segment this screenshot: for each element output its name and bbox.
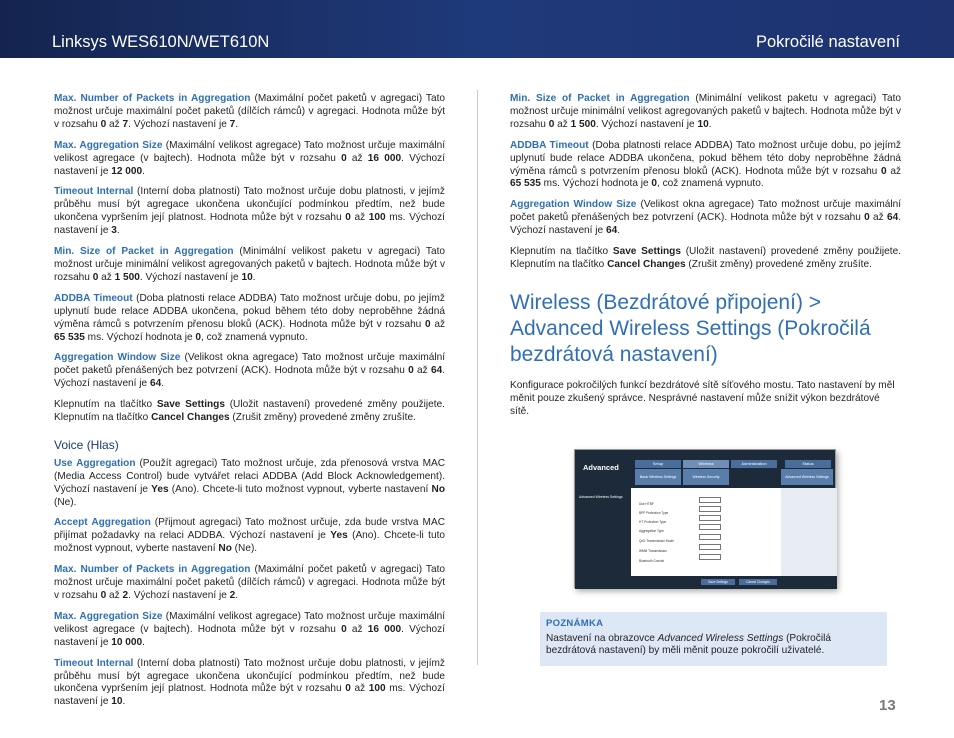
paragraph: Min. Size of Packet in Aggregation (Minimální velikost paketu v agregaci) Tato možnost určuje minimální velikost agregovaných paketů v bajtech. Hodnota může být v rozsahu 0 až 1 500. Výchozí nastavení je 10. [510, 93, 901, 130]
paragraph: Max. Aggregation Size (Maximální velikost agregace) Tato možnost určuje maximální velikost agregace (v bajtech). Hodnota může být v rozsahu 0 až 16 000. Výchozí nastavení je 10 000. [54, 610, 446, 648]
screenshot-button-bar [631, 576, 837, 589]
screenshot-subtab: Basic Wireless Settings [635, 469, 681, 485]
screenshot-tab: Administration [731, 460, 777, 468]
screenshot-main [631, 488, 781, 589]
paragraph: Aggregation Window Size (Velikost okna agregace) Tato možnost určuje maximální počet paketů přenášených bez potvrzení (ACK). Hodnota může být v rozsahu 0 až 64. Výchozí nastavení je 64. [54, 352, 445, 390]
screenshot-save-button: Save Settings [701, 579, 735, 585]
screenshot-side-label: Advanced Wireless Settings [579, 494, 623, 499]
screenshot-sidebar [575, 488, 631, 589]
screenshot-row: Bluetooth Coexist [639, 558, 664, 563]
screenshot-row: HT Protection Type [639, 519, 667, 524]
screenshot-row: BPP Protection Type [639, 510, 669, 515]
note-box [540, 612, 887, 667]
settings-screenshot [574, 449, 836, 588]
product-title: Linksys WES610N/WET610N [52, 33, 270, 51]
screenshot-cancel-button: Cancel Changes [739, 579, 777, 585]
paragraph: Timeout Internal (Interní doba platnosti) Tato možnost určuje dobu platnosti, v jejímž průběhu musí být agregace ukončena ukončující podmínkou předtím, než bude ukončena vypršením její platnost. Hodnota může být v rozsahu 0 až 100 ms. Výchozí nastavení je 10. [54, 657, 445, 708]
paragraph: Min. Size of Packet in Aggregation (Minimální velikost paketu v agregaci) Tato možnost určuje minimální velikost agregovaných paketů v bajtech. Hodnota může být v rozsahu 0 až 1 500. Výchozí nastavení je 10. [54, 246, 445, 283]
screenshot-select [699, 534, 721, 540]
paragraph: ADDBA Timeout (Doba platnosti relace ADDBA) Tato možnost určuje dobu, po jejímž uplynutí bude relace ADDBA ukončena, pokud během této doby neproběhne žádná výměna rámců s potvrzením přenosu bloků (ACK). Hodnota může být v rozsahu 0 až 65 535 ms. Výchozí hodnota je 0, což znamená vypnuto. [510, 139, 901, 190]
screenshot-select [699, 497, 721, 503]
screenshot-brand: Advanced [583, 462, 619, 472]
page-header [0, 0, 954, 58]
voice-heading: Voice (Hlas) [54, 437, 119, 452]
screenshot-tab: Setup [635, 460, 681, 468]
intro-paragraph: Konfigurace pokročilých funkcí bezdrátové sítě síťového mostu. Tato nastavení by měl měnit pouze zkušený správce. Nesprávné nastavení může snížit výkon bezdrátové sítě. [510, 379, 895, 417]
screenshot-subtab: Wireless Security [683, 469, 729, 485]
screenshot-select [699, 515, 721, 521]
section-title: Wireless (Bezdrátové připojení) > Advanced Wireless Settings (Pokročilá bezdrátová nastavení) [510, 290, 871, 366]
screenshot-row: WMM Transmission [639, 548, 667, 553]
screenshot-row: QoS Transmission Mode [639, 538, 674, 543]
paragraph: Klepnutím na tlačítko Save Settings (Uložit nastavení) provedené změny použijete. Klepnutím na tlačítko Cancel Changes (Zrušit změny) provedené změny zrušíte. [54, 399, 445, 424]
paragraph: Max. Number of Packets in Aggregation (Maximální počet paketů v agregaci) Tato možnost určuje maximální počet paketů (dílčích rámců) v agregaci. Hodnota může být v rozsahu 0 až 7. Výchozí nastavení je 7. [54, 93, 446, 130]
paragraph: Aggregation Window Size (Velikost okna agregace) Tato možnost určuje maximální počet paketů přenášených bez potvrzení (ACK). Hodnota může být v rozsahu 0 až 64. Výchozí nastavení je 64. [510, 199, 901, 237]
screenshot-tab: Wireless [683, 460, 729, 468]
screenshot-row: Use HTBF [639, 501, 654, 506]
paragraph: Timeout Internal (Interní doba platnosti) Tato možnost určuje dobu platnosti, v jejímž průběhu musí být agregace ukončena ukončující podmínkou předtím, než bude ukončena vypršením její platnost. Hodnota může být v rozsahu 0 až 100 ms. Výchozí nastavení je 3. [54, 186, 445, 237]
screenshot-row: Aggregation Type [639, 528, 664, 533]
section-name: Pokročilé nastavení [756, 33, 900, 51]
paragraph: Klepnutím na tlačítko Save Settings (Uložit nastavení) provedené změny použijete. Klepnutím na tlačítko Cancel Changes (Zrušit změny) provedené změny zrušíte. [510, 246, 901, 270]
paragraph: Use Aggregation (Použít agregaci) Tato možnost určuje, zda přenosová vrstva MAC (Media Access Control) bude vytvářet relaci ADDBA (Add Block Acknowledgement). Výchozí nastavení je Yes (Ano). Chcete-li tuto možnost vypnout, vyberte nastavení No (Ne). [54, 457, 445, 508]
paragraph: Accept Aggregation (Přijmout agregaci) Tato možnost určuje, zda bude vrstva MAC přijímat požadavky na relaci ADDBA. Výchozí nastavení je Yes (Ano). Chcete-li tuto možnost vypnout, vyberte nastavení No (Ne). [54, 517, 445, 555]
screenshot-help-panel [781, 488, 837, 589]
column-divider [477, 90, 478, 665]
screenshot-select [699, 544, 721, 550]
note-text: Nastavení na obrazovce Advanced Wireless Settings (Pokročilá bezdrátová nastavení) by měli měnit pouze pokročilí uživatelé. [546, 632, 831, 657]
left-column [54, 93, 445, 717]
screenshot-select [699, 554, 721, 560]
note-title: POZNÁMKA [546, 617, 604, 629]
screenshot-select [699, 506, 721, 512]
screenshot-subtab: Advanced Wireless Settings [781, 469, 833, 485]
page-number: 13 [879, 697, 896, 714]
screenshot-tab: Status [785, 460, 831, 468]
paragraph: Max. Aggregation Size (Maximální velikost agregace) Tato možnost určuje maximální velikost agregace (v bajtech). Hodnota může být v rozsahu 0 až 16 000. Výchozí nastavení je 12 000. [54, 139, 446, 177]
paragraph: ADDBA Timeout (Doba platnosti relace ADDBA) Tato možnost určuje dobu, po jejímž uplynutí bude relace ADDBA ukončena, pokud během této doby neproběhne žádná výměna rámců s potvrzením přenosu bloků (ACK). Hodnota může být v rozsahu 0 až 65 535 ms. Výchozí hodnota je 0, což znamená vypnuto. [54, 292, 445, 343]
paragraph: Max. Number of Packets in Aggregation (Maximální počet paketů v agregaci) Tato možnost určuje maximální počet paketů (dílčích rámců) v agregaci. Hodnota může být v rozsahu 0 až 2. Výchozí nastavení je 2. [54, 564, 446, 601]
screenshot-select [699, 524, 721, 530]
right-column [510, 93, 901, 666]
